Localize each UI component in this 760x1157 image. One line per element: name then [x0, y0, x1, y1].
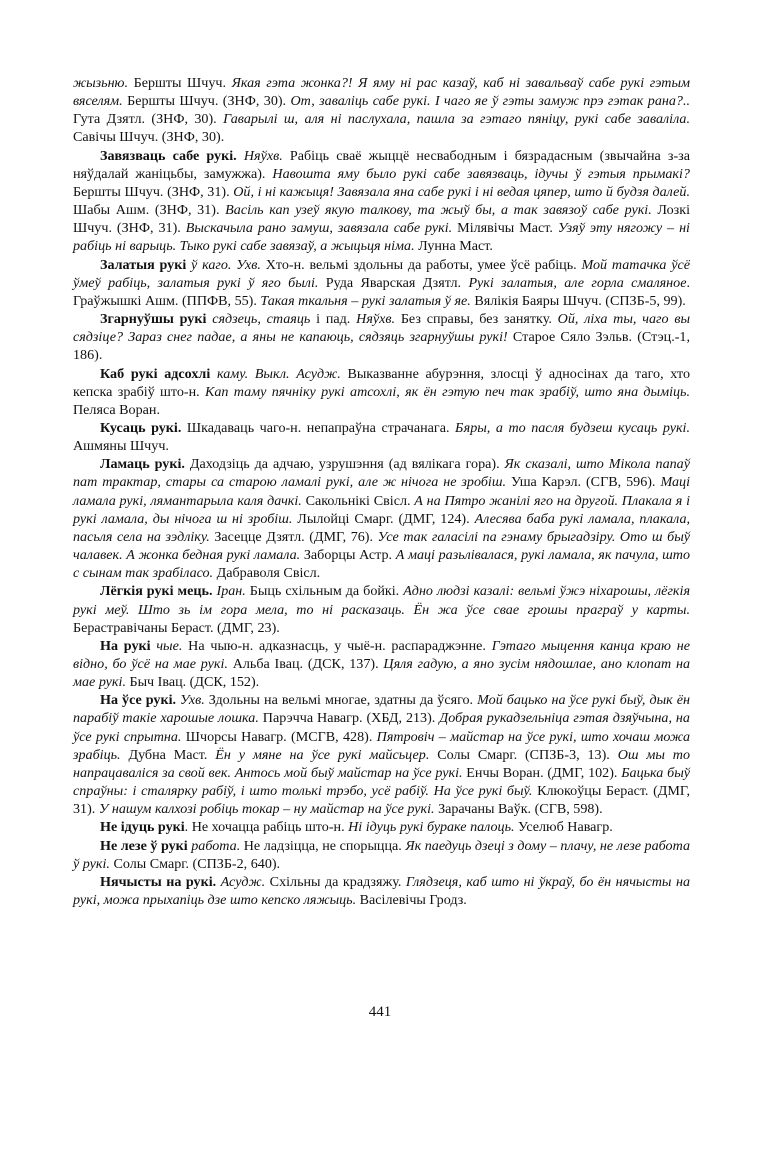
plain-text: Быч Івац. (ДСК, 152). — [125, 674, 260, 691]
italic-text: жызьню. — [73, 75, 129, 91]
italic-text: Няўхв. — [243, 147, 283, 164]
italic-text: Мой татачка ўсё ўмеў рабіць, залатыя рукі ў яго былі. — [73, 256, 691, 291]
headword: Завязваць сабе рукі. — [100, 147, 237, 164]
italic-text: Ён у мяне на ўсе рукі майсьцер. — [215, 746, 430, 763]
italic-text: Ой, ліха ты, чаго вы сядзіце? Зараз снег падае, а яны не капаюць, сядзяць згарнуўшы рукі! — [73, 311, 690, 346]
plain-text: Схільны да крадзяжу. — [265, 873, 406, 890]
plain-text: Засецце Дзятл. (ДМГ, 76). — [209, 528, 378, 545]
plain-text — [210, 366, 217, 382]
plain-text: Парэчча Навагр. (ХБД, 213). — [258, 710, 440, 727]
plain-text: Шкадаваць чаго-н. непапраўна страчанага. — [181, 419, 456, 436]
italic-text: Усе так галасілі па гэнаму брыгадзіру. Ото ш быў чалавек. А жонка бедная рукі ламала. — [73, 528, 691, 564]
plain-text: Бершты Шчуч. — [128, 75, 232, 91]
plain-text: Ашмяны Шчуч. — [73, 438, 169, 455]
italic-text: Кап таму пячніку рукі атсохлі, як ён гэтую печ так зрабіў, што яна дыміць. — [205, 383, 690, 400]
headword: Каб рукі адсохлі — [100, 365, 211, 382]
plain-text: . Граўжышкі Ашм. (ППФВ, 55). — [73, 274, 690, 309]
italic-text: Бацька быў спраўны: і сталярку рабіў, і што толькі трэбо, усё рабіў. На ўсе рукі быў. — [73, 764, 690, 800]
plain-text: Даходзіць да адчаю, узрушэння (ад вялікага гора). — [184, 456, 505, 473]
dictionary-entry — [73, 74, 690, 147]
plain-text: Дабраволя Свісл. — [213, 565, 321, 582]
italic-text: ў каго. Ухв. — [191, 256, 261, 273]
italic-text: Якая гэта жонка?! Я яму ні рас казаў, каб ні завальваў сабе рукі гэтым вяселям. — [73, 75, 690, 110]
dictionary-entry — [73, 637, 690, 691]
headword: Лёгкія рукі мець. — [100, 583, 213, 600]
italic-text: Мой бацько на ўсе рукі быў, дык ён парабіў такіе харошые лошка. — [73, 692, 691, 727]
italic-text: сядзець, стаяць — [212, 311, 311, 328]
italic-text: Адно людзі казалі: вельмі ўжэ ніхарошы, лёгкія рукі меў. Што зь ім гора мела, то ні расказаць. Ён жа ўсе свае грошы праграў у карты. — [73, 583, 690, 618]
plain-text: і пад. — [310, 311, 357, 328]
plain-text: Хто-н. вельмі здольны да работы, умее ўсё рабіць. — [260, 256, 582, 273]
dictionary-entry — [73, 147, 690, 256]
italic-text: Алесява баба рукі ламала, плакала, пасьля села на зэдліку. — [73, 510, 691, 545]
dictionary-page — [73, 74, 690, 909]
plain-text: Енчы Воран. (ДМГ, 102). — [462, 764, 622, 781]
page-number: 441 — [368, 1004, 392, 1020]
italic-text: Маці ламала рукі, лямантарыла каля дачкі. — [73, 474, 690, 509]
italic-text: чые. — [156, 637, 183, 654]
plain-text: Шчорсы Навагр. (МСГВ, 428). — [181, 728, 377, 745]
italic-text: Узяў эту нягожу – ні рабіць ні варыць. Тыко рукі сабе завязаў, а жыцьця німа. — [73, 220, 690, 255]
plain-text: Старое Сяло Зэльв. (Стэц.-1, 186). — [73, 329, 690, 364]
headword: Нячысты на рукі. — [100, 873, 217, 890]
italic-text: Рукі залатыя, але горла смаляное — [468, 274, 687, 291]
headword: На рукі — [100, 637, 151, 654]
dictionary-entry — [73, 419, 690, 455]
plain-text: Солы Смарг. (СПЗБ-3, 13). — [429, 746, 618, 763]
plain-text: Альба Івац. (ДСК, 137). — [227, 656, 384, 672]
dictionary-entry — [73, 818, 690, 836]
italic-text: Глядзеця, каб што ні ўкраў, бо ён нячысты на рукі, можа прыхапіць дзе што кепско ляжыць. — [73, 873, 690, 909]
headword: Залатыя рукі — [100, 256, 187, 273]
dictionary-entry — [73, 582, 690, 636]
italic-text: Іран. — [216, 583, 246, 600]
italic-text: От, заваліць сабе рукі. І чаго яе ў гэты замуж прэ гэтак рана?.. — [290, 93, 690, 110]
plain-text: На чыю-н. адказнасць, у чыё-н. распараджэнне. — [182, 637, 492, 654]
plain-text: Зарачаны Ваўк. (СГВ, 598). — [434, 801, 603, 818]
dictionary-entry — [73, 873, 690, 909]
plain-text: Сакольнікі Свісл. — [301, 492, 415, 509]
plain-text: Солы Смарг. (СПЗБ-2, 640). — [109, 855, 281, 872]
italic-text: Цяля гадую, а яно зусім нядошлае, ано клопат на мае рукі. — [73, 656, 691, 691]
plain-text: Здольны на вельмі многае, здатны да ўсяго. — [204, 692, 478, 709]
italic-text: Гэтаго мыцення канца краю не відно, бо ўсё на мае рукі. — [73, 637, 690, 672]
plain-text: Выказванне абурэння, злосці ў адносінах да таго, хто кепска зрабіў што-н. — [73, 365, 690, 400]
plain-text: Васілевічы Гродз. — [356, 892, 467, 909]
italic-text: Ухв. — [180, 692, 205, 709]
plain-text: Савічы Шчуч. (ЗНФ, 30). — [73, 129, 225, 146]
italic-text: Гаварылі ш, аля ні паслухала, пашла за гэтаго пяніцу, рукі сабе заваліла. — [223, 111, 690, 128]
headword: Кусаць рукі. — [100, 419, 182, 436]
italic-text: Ош мы то напрацаваліся за свой век. Антось мой быў майстар на ўсе рукі. — [73, 746, 690, 781]
plain-text: Лылойці Смарг. (ДМГ, 124). — [292, 510, 475, 527]
plain-text: Бершты Шчуч. (ЗНФ, 31). — [73, 183, 234, 200]
plain-text: Не ладзіцца, не спорыцца. — [240, 837, 406, 854]
italic-text: Добрая рукадзельніца гэтая дзяўчына, на ўсе рукі спрытна. — [73, 710, 690, 745]
italic-text: Ой, і ні кажыця! Завязала яна сабе рукі і ні ведая цяпер, што й будзя далей. — [233, 183, 690, 200]
plain-text: . Не хочацца рабіць што-н. — [184, 819, 349, 836]
plain-text: Пеляса Воран. — [73, 401, 160, 418]
plain-text: Лозкі Шчуч. (ЗНФ, 31). — [73, 202, 691, 237]
italic-text: Няўхв. — [356, 311, 396, 328]
plain-text: Лунна Маст. — [414, 238, 493, 255]
plain-text — [237, 148, 244, 164]
italic-text: Навошта яму было рукі сабе завязваць, ідучы ў гэтыя прымакі? — [272, 165, 690, 182]
headword: На ўсе рукі. — [100, 692, 177, 709]
italic-text: Як сказалі, што Мікола папаў пат трактар, стары са старою ламалі рукі, але ж нічога не зробіш. — [73, 456, 690, 491]
plain-text: Берастравічаны Бераст. (ДМГ, 23). — [73, 619, 280, 636]
plain-text: Клюкоўцы Бераст. (ДМГ, 31). — [73, 783, 691, 818]
plain-text: Рабіць сваё жыццё несвабодным і бязрадасным (звычайна з-за няўдалай жаніцьбы, замужжа). — [73, 147, 691, 182]
italic-text: Асудж. — [220, 873, 266, 890]
italic-text: каму. Выкл. Асудж. — [216, 365, 341, 382]
italic-text: Як паедуць дзеці з дому – плачу, не лезе работа ў рукі. — [73, 837, 690, 872]
italic-text: Ні ідуць рукі бураке палоць. — [348, 819, 515, 836]
plain-text: Руда Яварская Дзятл. — [318, 274, 469, 291]
italic-text: работа. — [191, 837, 241, 854]
headword: Ламаць рукі. — [100, 456, 185, 473]
dictionary-entry — [73, 691, 690, 818]
italic-text: Такая ткальня – рукі залатыя ў яе. — [260, 292, 471, 309]
plain-text: Шабы Ашм. (ЗНФ, 31). — [73, 202, 226, 219]
italic-text: Бяры, а то пасля будзеш кусаць рукі. — [455, 419, 690, 436]
dictionary-entry — [73, 310, 690, 364]
headword: Згарнуўшы рукі — [100, 311, 207, 328]
plain-text: Заборцы Астр. — [300, 547, 396, 564]
dictionary-entry — [73, 455, 690, 582]
dictionary-entry — [73, 837, 690, 873]
plain-text: Уша Карэл. (СГВ, 596). — [506, 474, 661, 491]
italic-text: Пятровіч – майстар на ўсе рукі, што хочаш можа зрабіць. — [73, 728, 690, 763]
plain-text: Вялікія Баяры Шчуч. (СПЗБ-5, 99). — [470, 292, 686, 309]
dictionary-entry — [73, 365, 690, 419]
italic-text: У нашум калхозі робіць токар – ну майстар на ўсе рукі. — [98, 801, 435, 818]
plain-text: Дубна Маст. — [120, 746, 216, 763]
headword: Не ідуць рукі — [100, 819, 185, 836]
italic-text: А маці разьлівалася, рукі ламала, як пачула, што с сынам так зрабіласо. — [73, 547, 690, 582]
dictionary-entry — [73, 256, 690, 310]
headword: Не лезе ў рукі — [100, 837, 188, 854]
italic-text: Васіль кап узеў якую талкову, та жыў бы, а так завязоў сабе рукі. — [225, 202, 652, 219]
plain-text: Без справы, без занятку. — [395, 311, 558, 328]
plain-text: Гута Дзятл. (ЗНФ, 30). — [73, 111, 224, 128]
italic-text: Выскачыла рано замуш, завязала сабе рукі. — [185, 220, 453, 237]
plain-text: Быць схільным да бойкі. — [245, 583, 404, 600]
italic-text: А на Пятро жанілі яго на другой. Плакала я і рукі ламала, ды нічога ш ні зробіш. — [73, 492, 690, 527]
plain-text: Уселюб Навагр. — [514, 819, 613, 836]
plain-text: Бершты Шчуч. (ЗНФ, 30). — [122, 93, 291, 110]
plain-text: Мілявічы Маст. — [452, 220, 558, 237]
